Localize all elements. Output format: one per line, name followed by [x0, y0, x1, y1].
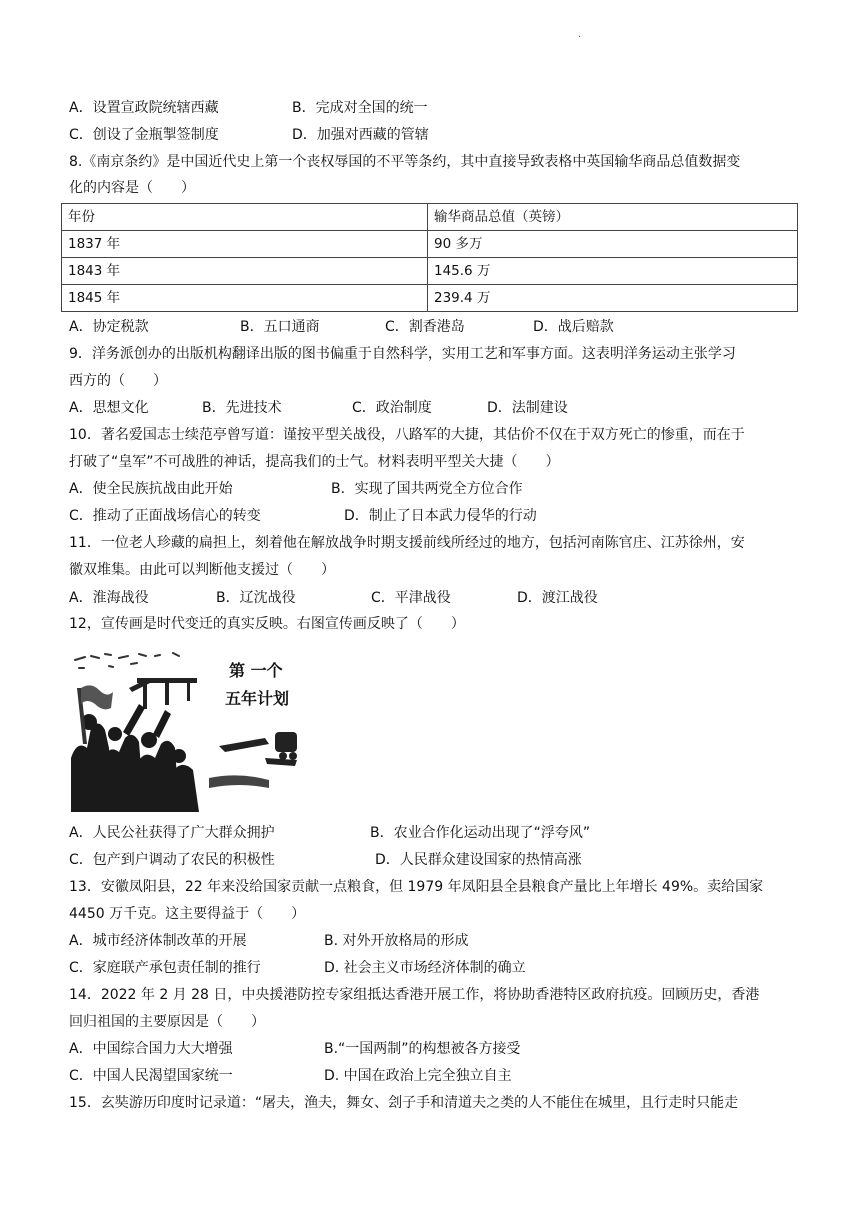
q11-stem-line1: 11．一位老人珍藏的扁担上，刻着他在解放战争时期支援前线所经过的地方，包括河南陈官庄、江苏徐州，安: [69, 535, 745, 551]
q11-option-b: B．辽沈战役: [216, 590, 296, 606]
q14-stem-line1: 14．2022 年 2 月 28 日，中央援港防控专家组抵达香港开展工作，将协助香港特区政府抗疫。回顾历史，香港: [69, 987, 760, 1003]
q9-option-b: B．先进技术: [202, 400, 282, 416]
q11-option-a: A．淮海战役: [69, 590, 149, 606]
q13-stem-line2: 4450 万千克。这主要得益于（ ）: [69, 906, 306, 922]
q10-option-a: A．使全民族抗战由此开始: [69, 481, 233, 497]
table-cell: 1845 年: [62, 285, 428, 312]
q8-option-b: B．五口通商: [240, 319, 320, 335]
q8-stem-line2: 化的内容是（ ）: [69, 180, 195, 196]
table-cell: 145.6 万: [428, 258, 798, 285]
table-cell: 90 多万: [428, 231, 798, 258]
q11-option-d: D．渡江战役: [517, 590, 598, 606]
table-row: [62, 285, 798, 312]
q9-stem-line2: 西方的（ ）: [69, 373, 167, 389]
q11-stem-line2: 徽双堆集。由此可以判断他支援过（ ）: [69, 562, 335, 578]
q8-stem-line1: 8.《南京条约》是中国近代史上第一个丧权辱国的不平等条约，其中直接导致表格中英国输华商品总值数据变: [69, 154, 741, 170]
table-header-row: [62, 204, 798, 231]
q12-stem-line1: 12，宣传画是时代变迁的真实反映。右图宣传画反映了（ ）: [69, 616, 465, 632]
q14-option-b: B.“一国两制”的构想被各方接受: [324, 1041, 521, 1057]
propaganda-poster: [69, 648, 309, 812]
q10-option-d: D．制止了日本武力侵华的行动: [344, 508, 537, 524]
q14-stem-line2: 回归祖国的主要原因是（ ）: [69, 1014, 265, 1030]
poster-illustration: [69, 648, 309, 812]
q9-option-a: A．思想文化: [69, 400, 149, 416]
header-mark: ·: [578, 32, 582, 43]
q14-option-a: A．中国综合国力大大增强: [69, 1041, 233, 1057]
q10-option-b: B．实现了国共两党全方位合作: [331, 481, 523, 497]
q8-option-a: A．协定税款: [69, 319, 149, 335]
q15-stem-line1: 15．玄奘游历印度时记录道：“屠夫，渔夫，舞女、刽子手和清道夫之类的人不能住在城里，且行走时只能走: [69, 1095, 739, 1111]
table-row: [62, 258, 798, 285]
q14-option-d: D. 中国在政治上完全独立自主: [324, 1068, 512, 1084]
table-row: [62, 231, 798, 258]
q12-option-b: B．农业合作化运动出现了“浮夸风”: [370, 825, 591, 841]
q13-option-b: B. 对外开放格局的形成: [324, 933, 469, 949]
table-header-year: 年份: [62, 204, 428, 231]
q13-option-c: C．家庭联产承包责任制的推行: [69, 960, 261, 976]
q9-option-d: D．法制建设: [487, 400, 568, 416]
q7-option-c: C．创设了金瓶掣签制度: [69, 127, 219, 143]
table-cell: 1837 年: [62, 231, 428, 258]
q10-stem-line2: 打破了“皇军”不可战胜的神话，提高我们的士气。材料表明平型关大捷（ ）: [69, 454, 560, 470]
q9-stem-line1: 9．洋务派创办的出版机构翻译出版的图书偏重于自然科学，实用工艺和军事方面。这表明洋务运动主张学习: [69, 346, 736, 362]
q7-option-b: B．完成对全国的统一: [292, 100, 428, 116]
q12-option-c: C．包产到户调动了农民的积极性: [69, 852, 275, 868]
q12-option-a: A．人民公社获得了广大群众拥护: [69, 825, 275, 841]
q12-option-d: D．人民群众建设国家的热情高涨: [375, 852, 582, 868]
q8-data-table: [61, 203, 798, 312]
poster-title-line1: 第 一个: [229, 661, 283, 680]
table-cell: 239.4 万: [428, 285, 798, 312]
poster-title-line2: 五年计划: [225, 689, 290, 708]
table-header-value: 输华商品总值（英镑）: [428, 204, 798, 231]
q10-option-c: C．推动了正面战场信心的转变: [69, 508, 261, 524]
q8-option-c: C．割香港岛: [385, 319, 465, 335]
table-cell: 1843 年: [62, 258, 428, 285]
q7-option-d: D．加强对西藏的管辖: [292, 127, 429, 143]
q9-option-c: C．政治制度: [352, 400, 432, 416]
q8-option-d: D．战后赔款: [533, 319, 614, 335]
q11-option-c: C．平津战役: [371, 590, 451, 606]
q14-option-c: C．中国人民渴望国家统一: [69, 1068, 233, 1084]
q13-option-a: A．城市经济体制改革的开展: [69, 933, 247, 949]
q10-stem-line1: 10．著名爱国志士续范亭曾写道：谨按平型关战役，八路军的大捷，其估价不仅在于双方死亡的惨重，而在于: [69, 427, 745, 443]
q7-option-a: A．设置宣政院统辖西藏: [69, 100, 219, 116]
q13-option-d: D. 社会主义市场经济体制的确立: [324, 960, 526, 976]
q13-stem-line1: 13．安徽凤阳县，22 年来没给国家贡献一点粮食，但 1979 年凤阳县全县粮食产量比上年增长 49%。卖给国家: [69, 879, 764, 895]
